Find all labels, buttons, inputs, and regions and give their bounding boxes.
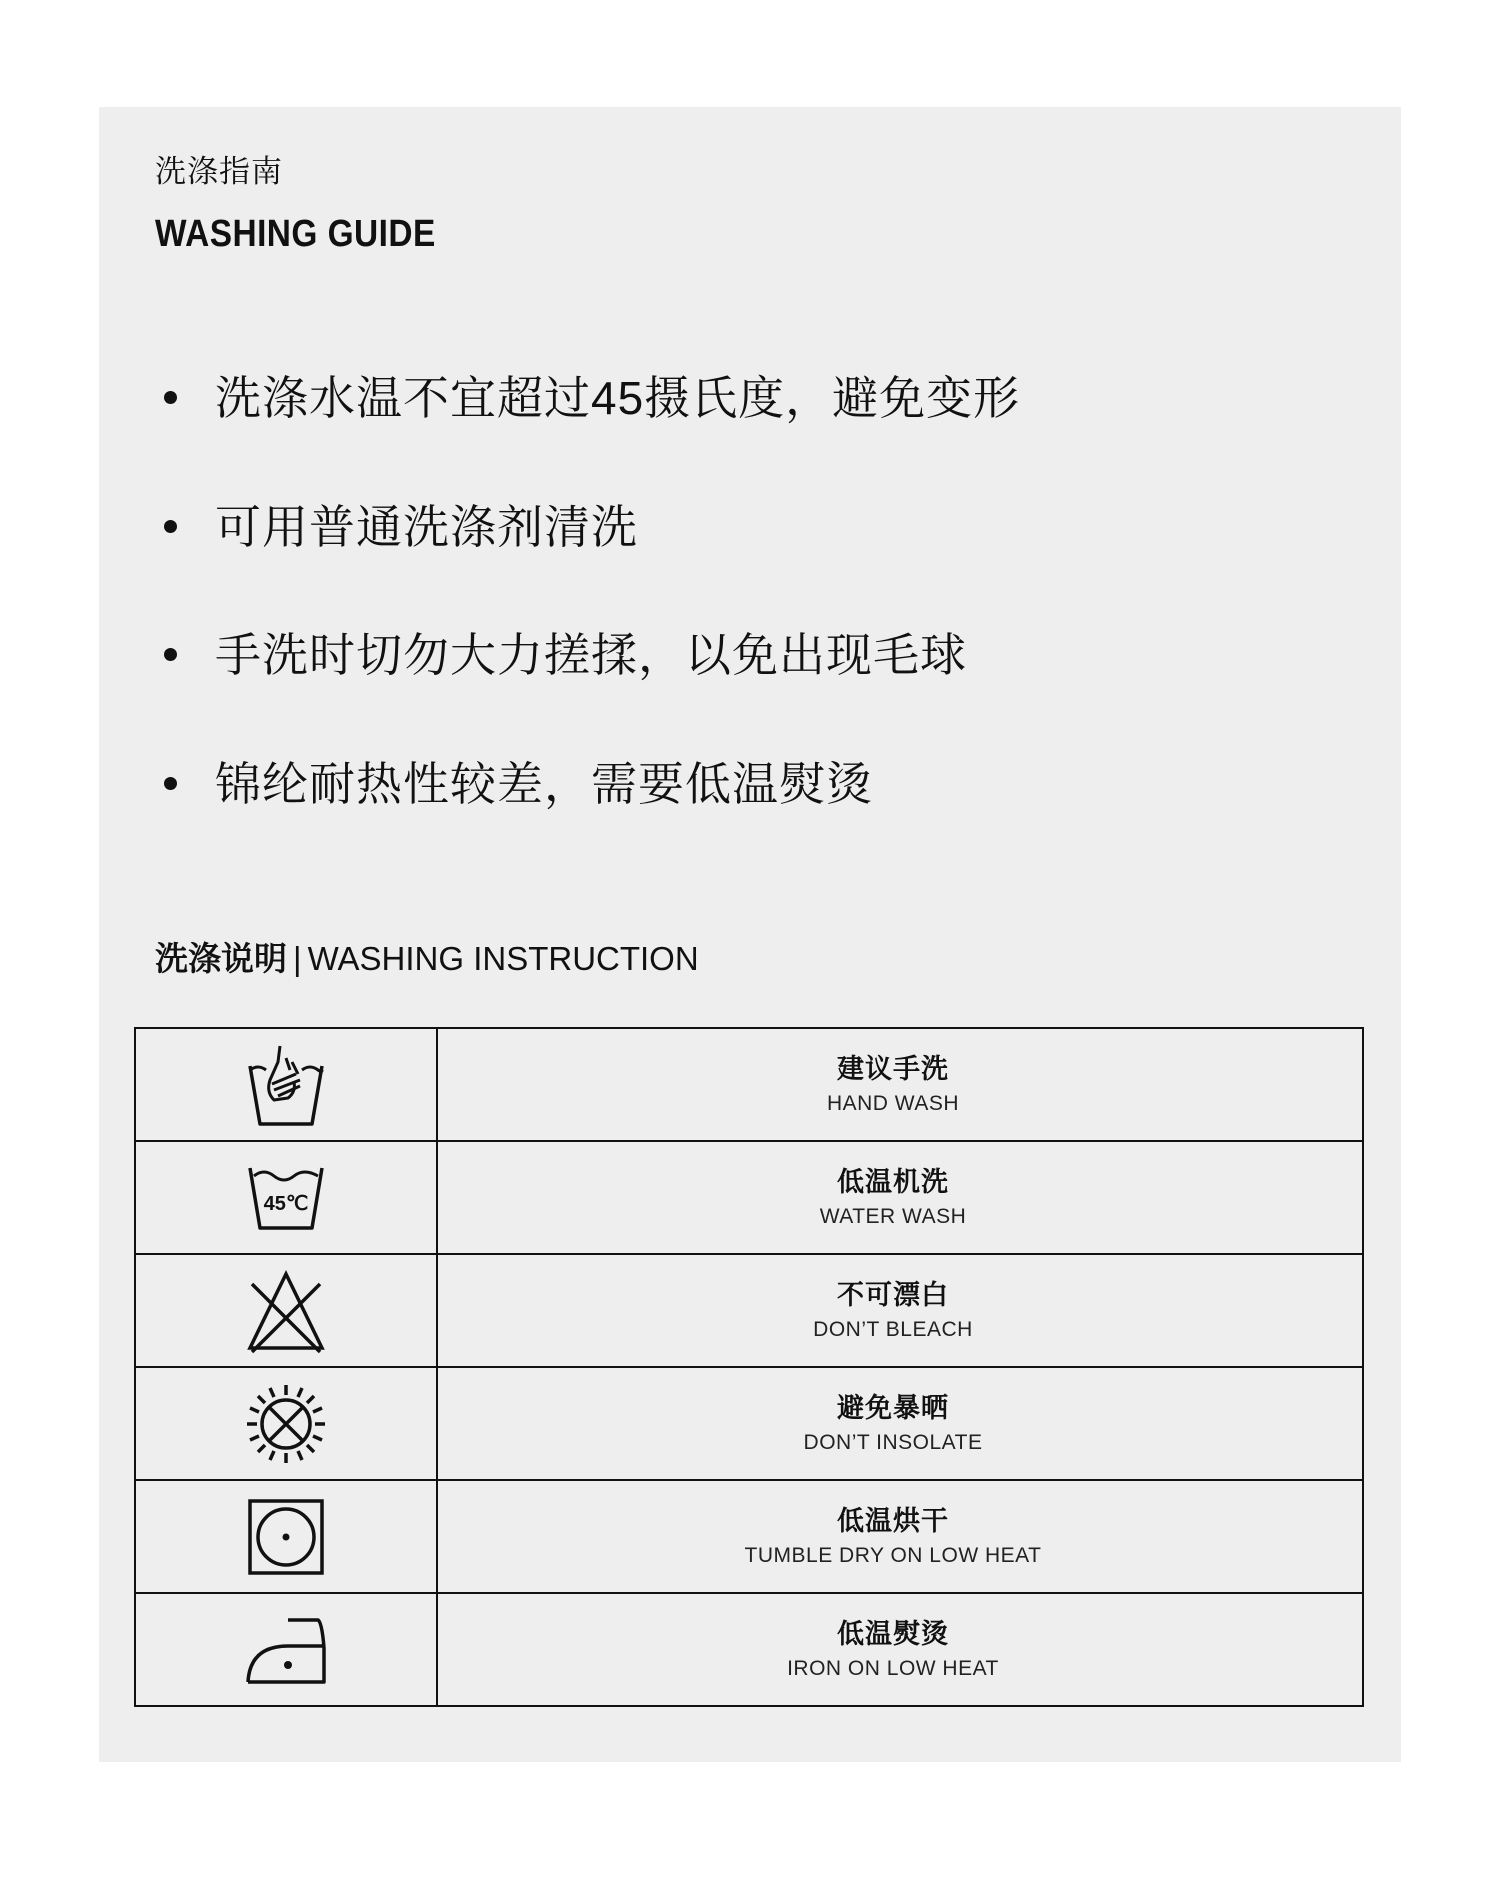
care-label-cell [437, 1593, 1363, 1706]
page-title-en: WASHING GUIDE [155, 213, 436, 255]
guide-item-text: 手洗时切勿大力搓揉，以免出现毛球 [215, 629, 967, 681]
guide-item [160, 495, 1020, 624]
bullet-icon [164, 391, 177, 404]
care-label-cell [437, 1254, 1363, 1367]
care-label-en: IRON ON LOW HEAT [787, 1656, 999, 1680]
guide-item [160, 752, 1020, 881]
guide-item [160, 366, 1020, 495]
bullet-icon [164, 777, 177, 790]
guide-item-text: 锦纶耐热性较差，需要低温熨烫 [215, 757, 873, 810]
care-label-en: HAND WASH [826, 1091, 960, 1115]
instruction-title [155, 938, 699, 980]
care-label-en: DON’T INSOLATE [803, 1430, 983, 1454]
icon-cell [135, 1480, 437, 1593]
instruction-title-cn: 洗涤说明 [155, 940, 287, 977]
guide-item [160, 623, 1020, 752]
care-label-en: DON’T BLEACH [813, 1317, 973, 1341]
table-row [135, 1367, 1363, 1480]
care-label-cell [437, 1141, 1363, 1254]
care-label-cn: 低温熨烫 [837, 1618, 949, 1649]
table-row [135, 1141, 1363, 1254]
care-label-cn: 建议手洗 [837, 1053, 949, 1084]
wash-45-icon [136, 1160, 436, 1236]
iron-low-icon [136, 1612, 436, 1688]
instruction-title-separator: | [293, 940, 302, 977]
tumble-dry-low-icon [136, 1497, 436, 1577]
care-label-en: TUMBLE DRY ON LOW HEAT [744, 1543, 1042, 1567]
guide-item-text: 可用普通洗涤剂清洗 [215, 500, 638, 553]
page-title-cn: 洗涤指南 [155, 154, 283, 189]
no-bleach-icon [136, 1268, 436, 1354]
wash-temperature-text: 45℃ [263, 1192, 309, 1215]
care-label-cn: 不可漂白 [837, 1279, 949, 1310]
care-label-cell [437, 1028, 1363, 1141]
guide-item-text: 洗涤水温不宜超过45摄氏度，避免变形 [215, 372, 1021, 424]
hand-wash-icon [136, 1040, 436, 1130]
care-label-cn: 低温机洗 [837, 1166, 949, 1197]
care-label-cell [437, 1480, 1363, 1593]
instruction-title-en: WASHING INSTRUCTION [307, 940, 699, 977]
icon-cell [135, 1141, 437, 1254]
icon-cell [135, 1593, 437, 1706]
icon-cell [135, 1028, 437, 1141]
care-label-cn: 低温烘干 [837, 1505, 949, 1536]
no-sun-icon [136, 1381, 436, 1467]
care-label-cn: 避免暴晒 [837, 1392, 949, 1423]
guide-list [160, 366, 1020, 880]
icon-cell [135, 1254, 437, 1367]
care-label-en: WATER WASH [819, 1204, 967, 1228]
icon-cell [135, 1367, 437, 1480]
care-table [134, 1027, 1364, 1707]
bullet-icon [164, 648, 177, 661]
table-row [135, 1254, 1363, 1367]
bullet-icon [164, 520, 177, 533]
table-row [135, 1480, 1363, 1593]
table-row [135, 1593, 1363, 1706]
table-row [135, 1028, 1363, 1141]
care-label-cell [437, 1367, 1363, 1480]
